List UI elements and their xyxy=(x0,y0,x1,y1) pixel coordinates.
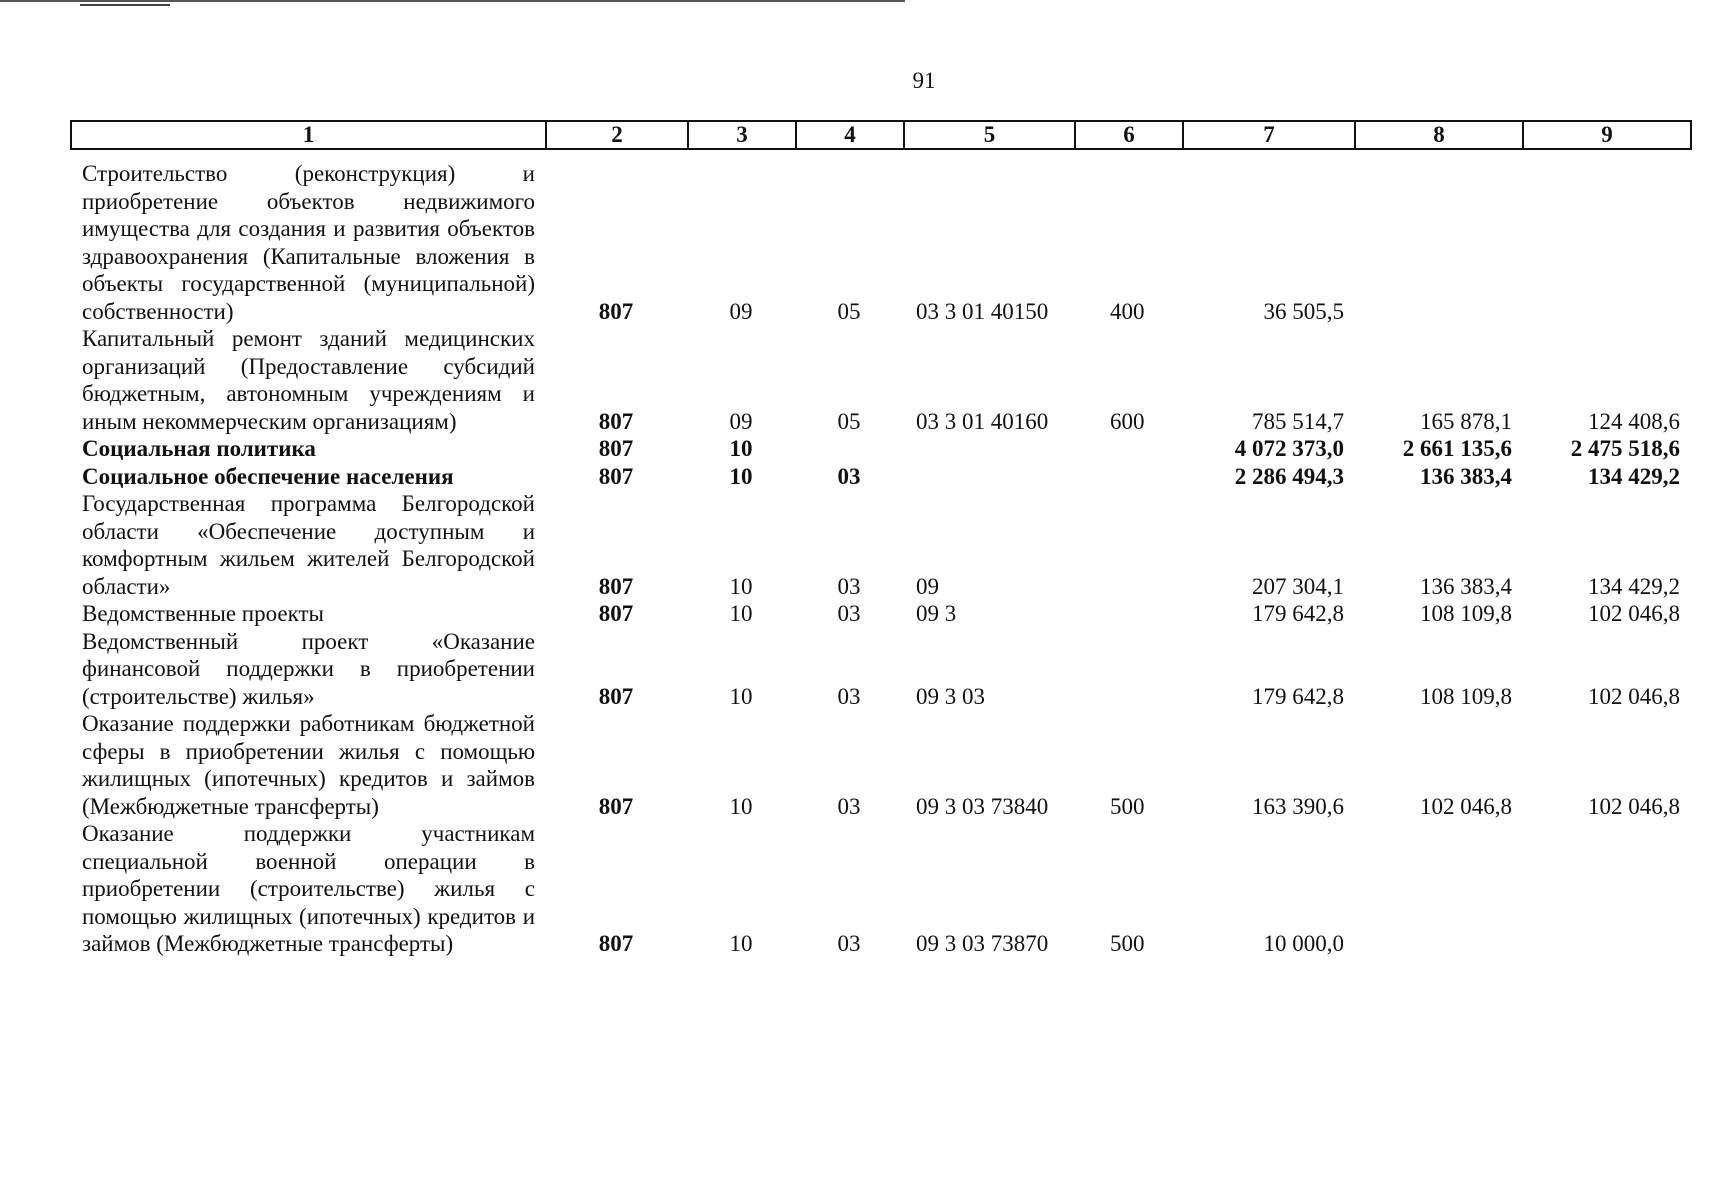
ministry-code: 807 xyxy=(598,298,634,324)
subsection-code: 03 xyxy=(837,793,861,819)
section-code: 10 xyxy=(729,573,753,599)
column-header: 7 xyxy=(1183,121,1355,149)
expense-type-code: 500 xyxy=(1110,793,1145,819)
ministry-code: 807 xyxy=(598,463,634,489)
amount-col-9 xyxy=(1522,820,1690,958)
row-name: Ведомственный проект «Оказание финансовой поддержки в приобретении (строительстве) жилья» xyxy=(82,628,535,709)
column-header: 9 xyxy=(1523,121,1691,149)
table-row xyxy=(70,490,1690,600)
target-article-code: 09 3 03 73840 xyxy=(916,793,1049,819)
row-name: Строительство (реконструкция) и приобретение объектов недвижимого имущества для создания и развития объектов здравоохранения (Капитальные вложения в объекты государственной (муниципальной) собственности) xyxy=(82,161,535,324)
amount-col-8: 165 878,1 xyxy=(1420,408,1512,434)
amount-col-8: 108 109,8 xyxy=(1420,683,1512,709)
subsection-code: 03 xyxy=(837,573,861,599)
section-code: 10 xyxy=(729,793,753,819)
amount-col-7: 163 390,6 xyxy=(1252,793,1344,819)
header-row xyxy=(71,121,1691,149)
amount-col-9 xyxy=(1522,160,1690,325)
ministry-code: 807 xyxy=(598,408,634,434)
section-code: 10 xyxy=(729,601,753,626)
ministry-code: 807 xyxy=(598,793,634,819)
row-name: Ведомственные проекты xyxy=(82,601,324,626)
column-header-table xyxy=(70,120,1692,150)
amount-col-8: 136 383,4 xyxy=(1420,463,1512,489)
table-row xyxy=(70,600,1690,628)
subsection-code: 03 xyxy=(837,601,861,626)
section-code: 10 xyxy=(729,436,753,461)
page-number: 91 xyxy=(912,68,936,93)
scan-edge-line xyxy=(0,0,905,2)
amount-col-9: 102 046,8 xyxy=(1588,601,1680,626)
row-name: Социальная политика xyxy=(82,436,316,461)
section-code: 10 xyxy=(729,931,753,956)
amount-col-8: 102 046,8 xyxy=(1420,793,1512,819)
section-code: 09 xyxy=(729,408,753,434)
target-article-code xyxy=(903,463,1074,491)
column-header: 8 xyxy=(1355,121,1523,149)
amount-col-7: 2 286 494,3 xyxy=(1234,463,1344,489)
table-row xyxy=(70,160,1690,325)
ministry-code: 807 xyxy=(598,573,634,599)
subsection-code xyxy=(795,435,903,463)
amount-col-8 xyxy=(1354,820,1522,958)
budget-table xyxy=(70,160,1690,958)
ministry-code: 807 xyxy=(598,436,634,461)
target-article-code: 03 3 01 40150 xyxy=(916,298,1049,324)
amount-col-8: 108 109,8 xyxy=(1420,601,1512,626)
amount-col-8 xyxy=(1354,160,1522,325)
table-row xyxy=(70,463,1690,491)
amount-col-7: 179 642,8 xyxy=(1252,683,1344,709)
table-row xyxy=(70,628,1690,711)
table-row xyxy=(70,325,1690,435)
subsection-code: 05 xyxy=(837,408,861,434)
section-code: 09 xyxy=(729,298,753,324)
row-name: Оказание поддержки работникам бюджетной сферы в приобретении жилья с помощью жилищных (ипотечных) кредитов и займов (Межбюджетные трансферты) xyxy=(82,711,535,819)
column-header: 2 xyxy=(546,121,688,149)
amount-col-8: 2 661 135,6 xyxy=(1402,436,1512,461)
column-header: 5 xyxy=(904,121,1075,149)
amount-col-7: 36 505,5 xyxy=(1263,298,1344,324)
amount-col-8: 136 383,4 xyxy=(1420,573,1512,599)
target-article-code xyxy=(903,435,1074,463)
column-header: 6 xyxy=(1075,121,1183,149)
subsection-code: 03 xyxy=(837,931,861,956)
column-header: 4 xyxy=(796,121,904,149)
row-name: Оказание поддержки участникам специальной военной операции в приобретении (строительстве) жилья с помощью жилищных (ипотечных) кредитов и займов (Межбюджетные трансферты) xyxy=(82,821,535,956)
row-name: Социальное обеспечение населения xyxy=(82,463,454,489)
subsection-code: 05 xyxy=(837,298,861,324)
amount-col-7: 785 514,7 xyxy=(1252,408,1344,434)
ministry-code: 807 xyxy=(598,931,634,956)
amount-col-7: 179 642,8 xyxy=(1252,601,1344,626)
amount-col-7: 207 304,1 xyxy=(1252,573,1344,599)
subsection-code: 03 xyxy=(837,683,861,709)
target-article-code: 09 3 xyxy=(916,601,957,626)
expense-type-code xyxy=(1074,600,1182,628)
target-article-code: 09 xyxy=(916,573,939,599)
table-row xyxy=(70,820,1690,958)
column-header: 3 xyxy=(688,121,796,149)
expense-type-code: 600 xyxy=(1110,408,1145,434)
table-row xyxy=(70,435,1690,463)
expense-type-code xyxy=(1074,628,1182,711)
amount-col-9: 102 046,8 xyxy=(1588,683,1680,709)
target-article-code: 03 3 01 40160 xyxy=(916,408,1049,434)
amount-col-9: 102 046,8 xyxy=(1588,793,1680,819)
row-name: Капитальный ремонт зданий медицинских организаций (Предоставление субсидий бюджетным, автономным учреждениям и иным некоммерческим организациям) xyxy=(82,326,535,434)
amount-col-7: 10 000,0 xyxy=(1263,931,1344,956)
amount-col-7: 4 072 373,0 xyxy=(1234,436,1344,461)
column-header: 1 xyxy=(71,121,546,149)
section-code: 10 xyxy=(729,463,753,489)
expense-type-code xyxy=(1074,490,1182,600)
row-name: Государственная программа Белгородской области «Обеспечение доступным и комфортным жильем жителей Белгородской области» xyxy=(82,491,535,599)
ministry-code: 807 xyxy=(598,683,634,709)
expense-type-code xyxy=(1074,435,1182,463)
target-article-code: 09 3 03 73870 xyxy=(916,931,1049,956)
amount-col-9: 124 408,6 xyxy=(1588,408,1680,434)
table-row xyxy=(70,710,1690,820)
scan-edge-line xyxy=(80,4,170,6)
ministry-code: 807 xyxy=(598,601,634,626)
amount-col-9: 134 429,2 xyxy=(1588,463,1680,489)
expense-type-code xyxy=(1074,463,1182,491)
target-article-code: 09 3 03 xyxy=(916,683,985,709)
subsection-code: 03 xyxy=(837,463,861,489)
expense-type-code: 500 xyxy=(1110,931,1145,956)
amount-col-9: 2 475 518,6 xyxy=(1570,436,1680,461)
expense-type-code: 400 xyxy=(1110,298,1145,324)
amount-col-9: 134 429,2 xyxy=(1588,573,1680,599)
section-code: 10 xyxy=(729,683,753,709)
